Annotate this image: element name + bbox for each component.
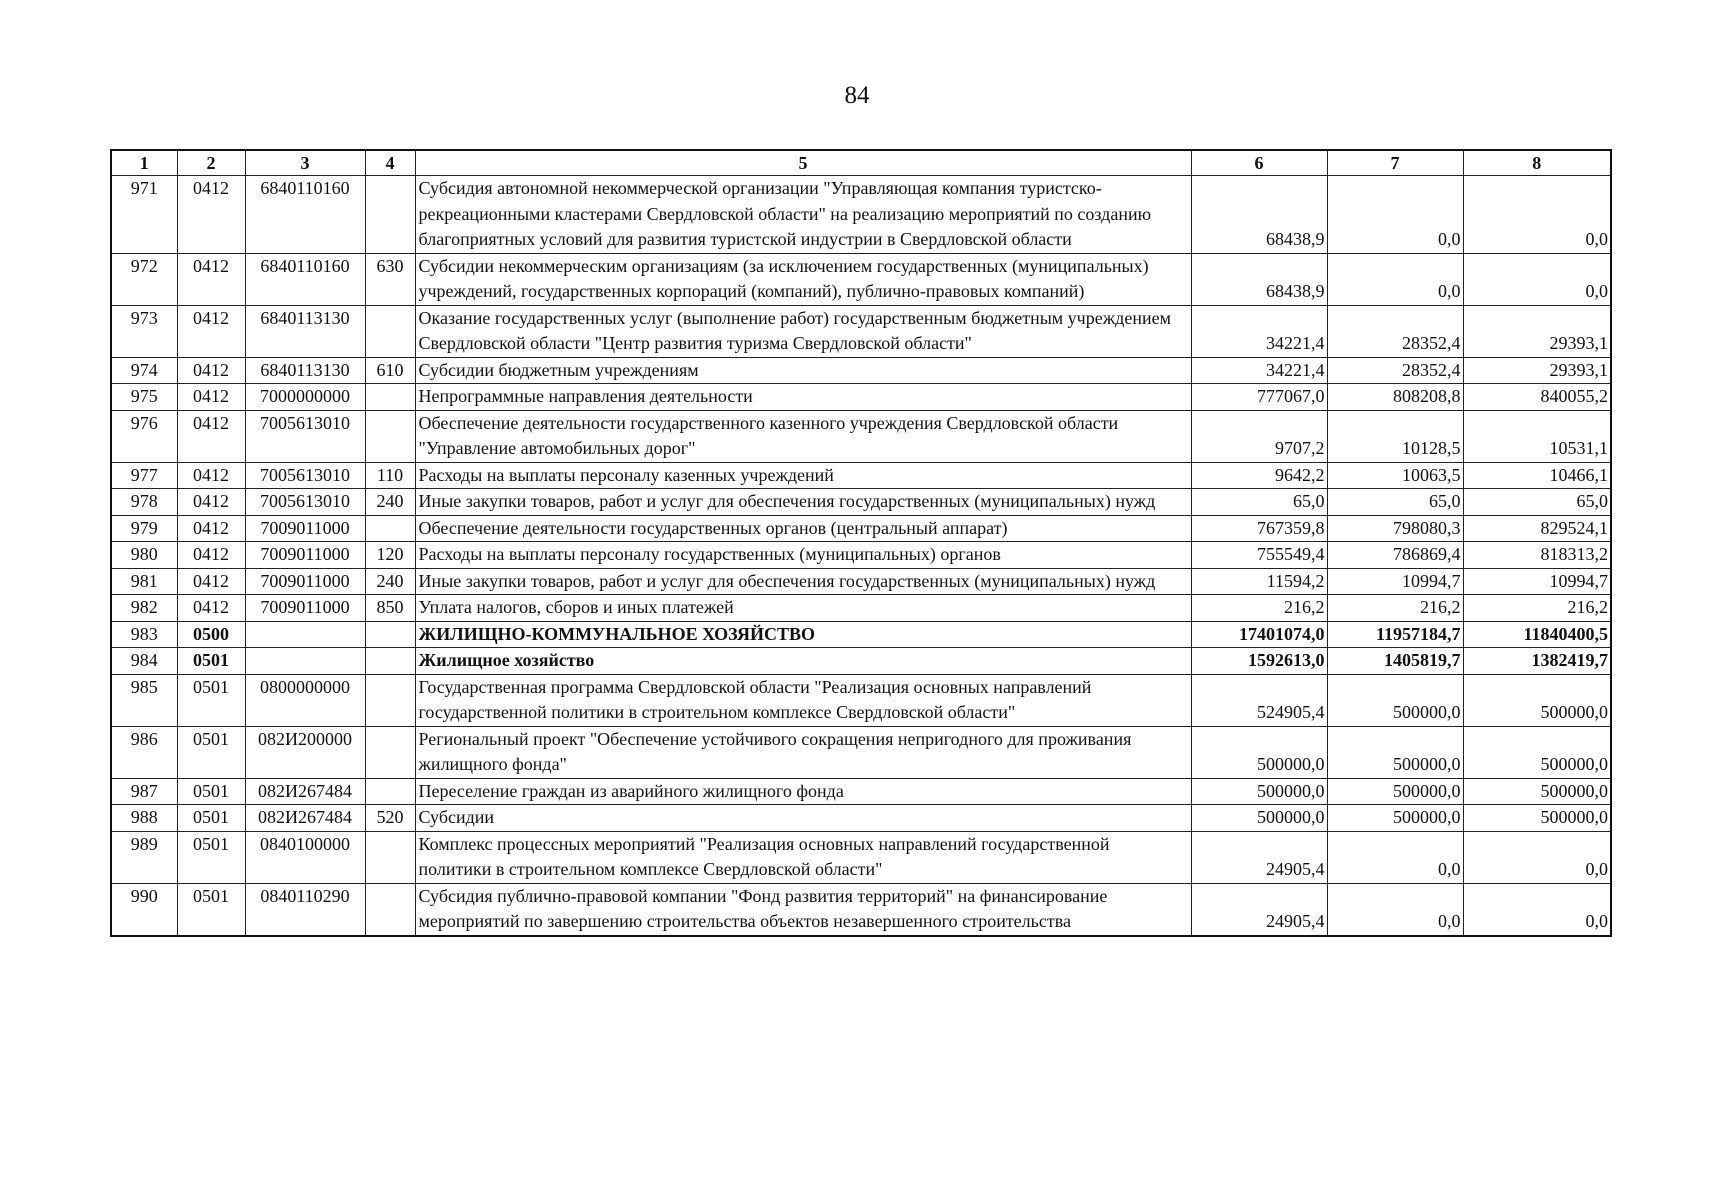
amount-col-6: 767359,8 — [1191, 515, 1327, 542]
section-code: 0412 — [177, 542, 245, 569]
target-article-code: 082И200000 — [245, 726, 365, 778]
section-code: 0412 — [177, 515, 245, 542]
expense-type-code — [365, 831, 415, 883]
row-number: 979 — [111, 515, 177, 542]
item-name: Обеспечение деятельности государственных органов (центральный аппарат) — [415, 515, 1191, 542]
section-code: 0412 — [177, 595, 245, 622]
amount-col-6: 11594,2 — [1191, 568, 1327, 595]
item-name: Субсидия автономной некоммерческой организации "Управляющая компания туристско-рекреационными кластерами Свердловской области" на реализацию мероприятий по созданию благоприятных условий для развития туристской индустрии в Свердловской области — [415, 176, 1191, 254]
expense-type-code: 630 — [365, 253, 415, 305]
expense-type-code — [365, 621, 415, 648]
table-row — [111, 648, 1611, 675]
target-article-code: 7005613010 — [245, 489, 365, 516]
amount-col-7: 10063,5 — [1327, 462, 1463, 489]
expense-type-code — [365, 778, 415, 805]
target-article-code: 6840110160 — [245, 253, 365, 305]
table-row — [111, 253, 1611, 305]
section-code: 0501 — [177, 778, 245, 805]
col-header-8: 8 — [1463, 150, 1611, 176]
item-name: Жилищное хозяйство — [415, 648, 1191, 675]
expense-type-code — [365, 648, 415, 675]
section-code: 0501 — [177, 674, 245, 726]
amount-col-7: 500000,0 — [1327, 726, 1463, 778]
row-number: 984 — [111, 648, 177, 675]
target-article-code: 7009011000 — [245, 568, 365, 595]
target-article-code: 0840100000 — [245, 831, 365, 883]
amount-col-8: 500000,0 — [1463, 674, 1611, 726]
amount-col-7: 216,2 — [1327, 595, 1463, 622]
amount-col-8: 818313,2 — [1463, 542, 1611, 569]
amount-col-6: 500000,0 — [1191, 805, 1327, 832]
amount-col-7: 0,0 — [1327, 176, 1463, 254]
item-name: Региональный проект "Обеспечение устойчивого сокращения непригодного для проживания жилищного фонда" — [415, 726, 1191, 778]
amount-col-6: 9642,2 — [1191, 462, 1327, 489]
budget-table — [110, 149, 1612, 937]
expense-type-code — [365, 674, 415, 726]
expense-type-code: 240 — [365, 489, 415, 516]
table-row — [111, 176, 1611, 254]
amount-col-6: 500000,0 — [1191, 778, 1327, 805]
table-row — [111, 515, 1611, 542]
amount-col-8: 65,0 — [1463, 489, 1611, 516]
section-code: 0412 — [177, 305, 245, 357]
item-name: Непрограммные направления деятельности — [415, 384, 1191, 411]
expense-type-code — [365, 726, 415, 778]
table-row — [111, 778, 1611, 805]
table-row — [111, 595, 1611, 622]
item-name: Расходы на выплаты персоналу государственных (муниципальных) органов — [415, 542, 1191, 569]
row-number: 976 — [111, 410, 177, 462]
item-name: ЖИЛИЩНО-КОММУНАЛЬНОЕ ХОЗЯЙСТВО — [415, 621, 1191, 648]
row-number: 978 — [111, 489, 177, 516]
target-article-code: 7009011000 — [245, 515, 365, 542]
table-row — [111, 384, 1611, 411]
col-header-6: 6 — [1191, 150, 1327, 176]
section-code: 0412 — [177, 384, 245, 411]
section-code: 0412 — [177, 410, 245, 462]
target-article-code: 7009011000 — [245, 542, 365, 569]
amount-col-7: 1405819,7 — [1327, 648, 1463, 675]
page-number: 84 — [844, 82, 870, 109]
target-article-code: 082И267484 — [245, 778, 365, 805]
section-code: 0501 — [177, 726, 245, 778]
target-article-code: 0840110290 — [245, 883, 365, 936]
amount-col-7: 808208,8 — [1327, 384, 1463, 411]
section-code: 0501 — [177, 648, 245, 675]
amount-col-7: 786869,4 — [1327, 542, 1463, 569]
item-name: Переселение граждан из аварийного жилищного фонда — [415, 778, 1191, 805]
header-row — [111, 150, 1611, 176]
row-number: 989 — [111, 831, 177, 883]
row-number: 975 — [111, 384, 177, 411]
section-code: 0412 — [177, 357, 245, 384]
table-row — [111, 674, 1611, 726]
section-code: 0412 — [177, 176, 245, 254]
target-article-code — [245, 648, 365, 675]
amount-col-8: 10994,7 — [1463, 568, 1611, 595]
amount-col-6: 68438,9 — [1191, 253, 1327, 305]
row-number: 973 — [111, 305, 177, 357]
target-article-code: 0800000000 — [245, 674, 365, 726]
item-name: Субсидии бюджетным учреждениям — [415, 357, 1191, 384]
item-name: Расходы на выплаты персоналу казенных учреждений — [415, 462, 1191, 489]
table-row — [111, 305, 1611, 357]
target-article-code: 7009011000 — [245, 595, 365, 622]
amount-col-7: 0,0 — [1327, 253, 1463, 305]
item-name: Уплата налогов, сборов и иных платежей — [415, 595, 1191, 622]
amount-col-7: 28352,4 — [1327, 305, 1463, 357]
target-article-code: 6840110160 — [245, 176, 365, 254]
amount-col-7: 500000,0 — [1327, 674, 1463, 726]
table-row — [111, 726, 1611, 778]
col-header-7: 7 — [1327, 150, 1463, 176]
amount-col-6: 755549,4 — [1191, 542, 1327, 569]
amount-col-6: 17401074,0 — [1191, 621, 1327, 648]
amount-col-6: 216,2 — [1191, 595, 1327, 622]
row-number: 983 — [111, 621, 177, 648]
item-name: Обеспечение деятельности государственного казенного учреждения Свердловской области "Управление автомобильных дорог" — [415, 410, 1191, 462]
section-code: 0412 — [177, 253, 245, 305]
table-row — [111, 883, 1611, 936]
amount-col-6: 68438,9 — [1191, 176, 1327, 254]
amount-col-8: 10466,1 — [1463, 462, 1611, 489]
expense-type-code: 850 — [365, 595, 415, 622]
item-name: Комплекс процессных мероприятий "Реализация основных направлений государственной политики в строительном комплексе Свердловской области" — [415, 831, 1191, 883]
amount-col-7: 28352,4 — [1327, 357, 1463, 384]
table-row — [111, 489, 1611, 516]
row-number: 980 — [111, 542, 177, 569]
row-number: 971 — [111, 176, 177, 254]
amount-col-7: 0,0 — [1327, 883, 1463, 936]
col-header-1: 1 — [111, 150, 177, 176]
amount-col-6: 24905,4 — [1191, 883, 1327, 936]
row-number: 988 — [111, 805, 177, 832]
item-name: Иные закупки товаров, работ и услуг для обеспечения государственных (муниципальных) нужд — [415, 568, 1191, 595]
amount-col-6: 1592613,0 — [1191, 648, 1327, 675]
amount-col-7: 65,0 — [1327, 489, 1463, 516]
amount-col-8: 29393,1 — [1463, 305, 1611, 357]
amount-col-6: 34221,4 — [1191, 305, 1327, 357]
item-name: Оказание государственных услуг (выполнение работ) государственным бюджетным учреждением Свердловской области "Центр развития туризма Свердловской области" — [415, 305, 1191, 357]
amount-col-8: 500000,0 — [1463, 726, 1611, 778]
target-article-code: 082И267484 — [245, 805, 365, 832]
amount-col-8: 11840400,5 — [1463, 621, 1611, 648]
section-code: 0500 — [177, 621, 245, 648]
amount-col-6: 9707,2 — [1191, 410, 1327, 462]
amount-col-8: 29393,1 — [1463, 357, 1611, 384]
item-name: Субсидия публично-правовой компании "Фонд развития территорий" на финансирование мероприятий по завершению строительства объектов незавершенного строительства — [415, 883, 1191, 936]
item-name: Субсидии некоммерческим организациям (за исключением государственных (муниципальных) учреждений, государственных корпораций (компаний), публично-правовых компаний) — [415, 253, 1191, 305]
amount-col-7: 11957184,7 — [1327, 621, 1463, 648]
row-number: 972 — [111, 253, 177, 305]
amount-col-7: 500000,0 — [1327, 778, 1463, 805]
amount-col-8: 0,0 — [1463, 176, 1611, 254]
table-row — [111, 805, 1611, 832]
col-header-4: 4 — [365, 150, 415, 176]
row-number: 982 — [111, 595, 177, 622]
table-row — [111, 410, 1611, 462]
expense-type-code: 520 — [365, 805, 415, 832]
row-number: 985 — [111, 674, 177, 726]
expense-type-code — [365, 410, 415, 462]
expense-type-code — [365, 883, 415, 936]
expense-type-code: 240 — [365, 568, 415, 595]
amount-col-7: 500000,0 — [1327, 805, 1463, 832]
col-header-2: 2 — [177, 150, 245, 176]
row-number: 987 — [111, 778, 177, 805]
amount-col-8: 840055,2 — [1463, 384, 1611, 411]
col-header-3: 3 — [245, 150, 365, 176]
item-name: Иные закупки товаров, работ и услуг для обеспечения государственных (муниципальных) нужд — [415, 489, 1191, 516]
target-article-code — [245, 621, 365, 648]
section-code: 0501 — [177, 831, 245, 883]
item-name: Субсидии — [415, 805, 1191, 832]
table-row — [111, 621, 1611, 648]
target-article-code: 6840113130 — [245, 305, 365, 357]
expense-type-code — [365, 305, 415, 357]
section-code: 0412 — [177, 462, 245, 489]
expense-type-code: 120 — [365, 542, 415, 569]
amount-col-6: 524905,4 — [1191, 674, 1327, 726]
target-article-code: 6840113130 — [245, 357, 365, 384]
table-row — [111, 568, 1611, 595]
target-article-code: 7000000000 — [245, 384, 365, 411]
row-number: 981 — [111, 568, 177, 595]
expense-type-code: 110 — [365, 462, 415, 489]
amount-col-8: 829524,1 — [1463, 515, 1611, 542]
amount-col-8: 216,2 — [1463, 595, 1611, 622]
table-row — [111, 357, 1611, 384]
table-row — [111, 831, 1611, 883]
row-number: 986 — [111, 726, 177, 778]
amount-col-8: 500000,0 — [1463, 805, 1611, 832]
amount-col-6: 34221,4 — [1191, 357, 1327, 384]
target-article-code: 7005613010 — [245, 462, 365, 489]
amount-col-8: 0,0 — [1463, 253, 1611, 305]
section-code: 0501 — [177, 883, 245, 936]
amount-col-8: 1382419,7 — [1463, 648, 1611, 675]
amount-col-8: 10531,1 — [1463, 410, 1611, 462]
amount-col-7: 10994,7 — [1327, 568, 1463, 595]
expense-type-code: 610 — [365, 357, 415, 384]
table-body — [111, 176, 1611, 936]
amount-col-6: 24905,4 — [1191, 831, 1327, 883]
amount-col-6: 500000,0 — [1191, 726, 1327, 778]
amount-col-6: 65,0 — [1191, 489, 1327, 516]
amount-col-7: 10128,5 — [1327, 410, 1463, 462]
item-name: Государственная программа Свердловской области "Реализация основных направлений государственной политики в строительном комплексе Свердловской области" — [415, 674, 1191, 726]
section-code: 0412 — [177, 489, 245, 516]
expense-type-code — [365, 176, 415, 254]
col-header-5: 5 — [415, 150, 1191, 176]
amount-col-8: 0,0 — [1463, 831, 1611, 883]
row-number: 977 — [111, 462, 177, 489]
target-article-code: 7005613010 — [245, 410, 365, 462]
expense-type-code — [365, 384, 415, 411]
table-row — [111, 542, 1611, 569]
amount-col-7: 0,0 — [1327, 831, 1463, 883]
expense-type-code — [365, 515, 415, 542]
section-code: 0501 — [177, 805, 245, 832]
amount-col-7: 798080,3 — [1327, 515, 1463, 542]
table-row — [111, 462, 1611, 489]
row-number: 974 — [111, 357, 177, 384]
amount-col-6: 777067,0 — [1191, 384, 1327, 411]
row-number: 990 — [111, 883, 177, 936]
amount-col-8: 0,0 — [1463, 883, 1611, 936]
amount-col-8: 500000,0 — [1463, 778, 1611, 805]
section-code: 0412 — [177, 568, 245, 595]
